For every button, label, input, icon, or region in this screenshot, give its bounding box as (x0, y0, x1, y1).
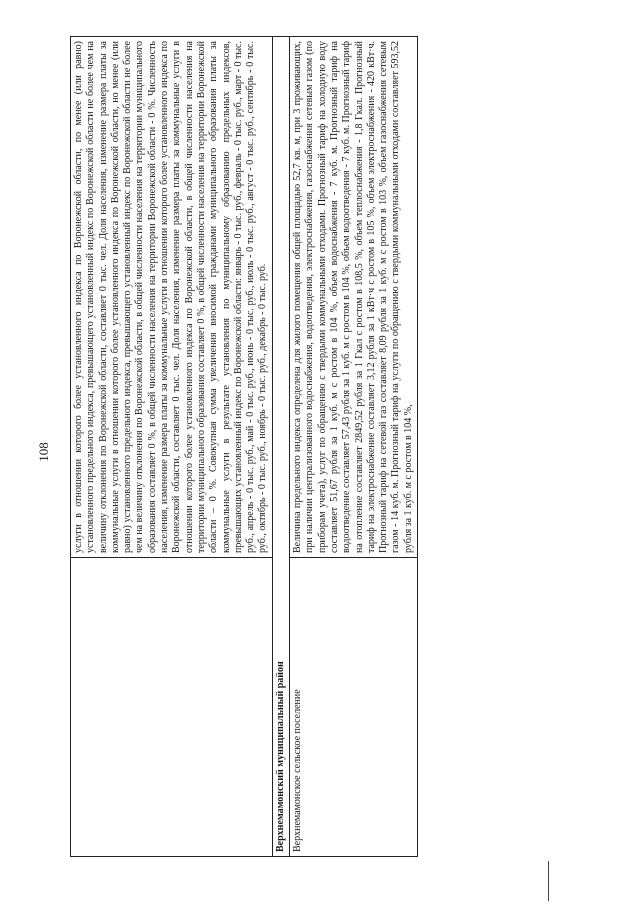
district-row (272, 37, 289, 857)
description-cell: услуги в отношении которого более установленного индекса по Воронежской области, по менее (или равно) установленного предельного индекса, превышающего установленный индекс по Воронежской области не более чем на величину отклонения по Воронежской области, составляет 0 тыс. чел. Доля населения, изменение размера платы за коммунальные услуги в отношении которого более установленного индекса по Воронежской области, но менее (или равно) установленного предельного индекса, превышающего установленный индекс по Воронежской области не более чем на величину отклонения по Воронежской области, в общей численности населения на территории муниципального образования составляет 0 %, в общей численности населения на территории Воронежской области - 0 %. Численность населения, изменение размера платы за коммунальные услуги в отношении которого более установленного индекса по Воронежской области, составляет 0 тыс. чел. Доля населения, изменение размера платы за коммунальные услуги в отношении которого более установленного индекса по Воронежской области, в общей численности населения на территории муниципального образования составляет 0 %, в общей численности населения на территории Воронежской области – 0 %. Совокупная сумма увеличения вносимой гражданами муниципального образования платы за коммунальные услуги в результате установления по муниципальному образованию предельных индексов, превышающих установленный индекс по Воронежской области: январь - 0 тыс. руб., февраль - 0 тыс. руб., март - 0 тыс. руб., апрель - 0 тыс. руб., май - 0 тыс. руб., июнь - 0 тыс. руб., июль - 0 тыс. руб., август - 0 тыс. руб., сентябрь - 0 тыс. руб., октябрь - 0 тыс. руб., ноябрь - 0 тыс. руб., декабрь - 0 тыс. руб. (71, 37, 273, 558)
tariff-table (70, 36, 418, 857)
table-row (71, 37, 273, 857)
description-cell: Величина предельного индекса определена для жилого помещения общей площадью 52,7 кв. м, при 3 проживающих, при наличии централизованного водоснабжения, водоотведения, электроснабжения, газоснабжения сетевым газом (по приборам учета), услуг по обращению с твердыми коммунальными отходами. Прогнозный тариф на холодную воду составляет 51,67 рубля за 1 куб. м с ростом в 104 %, объем водоснабжения - 7 куб. м. Прогнозный тариф на водоотведение составляет 57,43 рубля за 1 куб. м с ростом в 104 %, объем водоотведения - 7 куб. м. Прогнозный тариф на отопление составляет 2849,52 рубля за 1 Гкал с ростом в 108,5 %, объем теплоснабжения - 1,8 Гкал. Прогнозный тариф на электроснабжение составляет 3,12 рубля за 1 кВт·ч с ростом в 105 %, объем электроснабжения - 420 кВт·ч. Прогнозный тариф на сетевой газ составляет 8,09 рубля за 1 куб. м с ростом в 103 %, объем газоснабжения сетевым газом - 14 куб. м. Прогнозный тариф на услуги по обращению с твердыми коммунальными отходами составляет 593,52 рубля за 1 куб. м с ростом в 104 %, (290, 37, 418, 558)
table-row (290, 37, 418, 857)
municipality-cell (71, 558, 273, 857)
footnote-separator (548, 861, 549, 901)
rotated-page (36, 41, 570, 857)
page-number: 108 (36, 442, 51, 462)
municipality-cell: Верхнемамонское сельское поселение (290, 558, 418, 857)
district-title: Верхнемамонский муниципальный район (272, 37, 289, 857)
